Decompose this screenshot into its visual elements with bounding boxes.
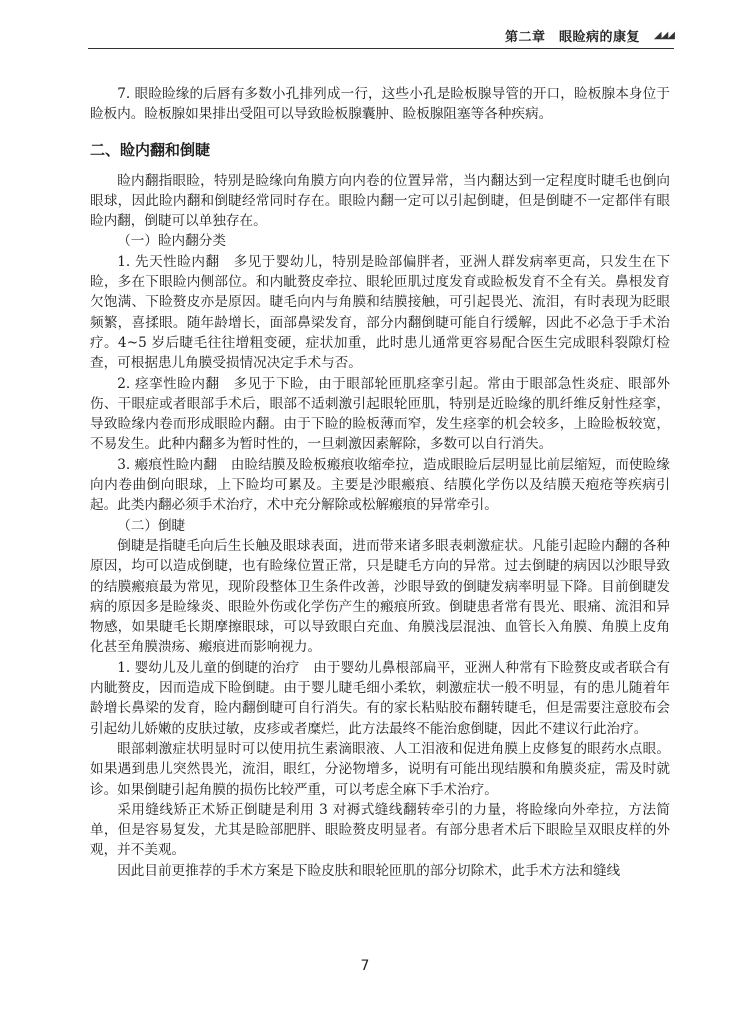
paragraph-suture-correction: 采用缝线矫正术矫正倒睫是利用 3 对褥式缝线翻转牵引的力量，将睑缘向外牵拉，方法简单，但是容易复发，尤其是睑部肥胖、眼睑赘皮明显者。有部分患者术后下眼睑呈双眼皮样的外观，并不美观。 xyxy=(90,801,670,859)
page-number: 7 xyxy=(360,958,370,974)
subsection-title-trichiasis: （二）倒睫 xyxy=(117,517,186,534)
page-header xyxy=(88,24,674,48)
paragraph-recommended-surgery: 因此目前更推荐的手术方案是下睑皮肤和眼轮匝肌的部分切除术，此手术方法和缝线 xyxy=(117,862,621,879)
section-intro: 睑内翻指眼睑，特别是睑缘向角膜方向内卷的位置异常，当内翻达到一定程度时睫毛也倒向眼球，因此睑内翻和倒睫经常同时存在。眼睑内翻一定可以引起倒睫，但是倒睫不一定都伴有眼睑内翻，倒睫可以单独存在。 xyxy=(90,172,670,230)
section-title: 二、睑内翻和倒睫 xyxy=(90,140,211,159)
paragraph-cicatricial-entropion: 3. 瘢痕性睑内翻 由睑结膜及睑板瘢痕收缩牵拉，造成眼睑后层明显比前层缩短，而使睑缘向内卷曲倒向眼球，上下睑均可累及。主要是沙眼瘢痕、结膜化学伤以及结膜天疱疮等疾病引起。此类内翻必须手术治疗，术中充分解除或松解瘢痕的异常牵引。 xyxy=(90,456,670,514)
paragraph-eye-drops: 眼部刺激症状明显时可以使用抗生素滴眼液、人工泪液和促进角膜上皮修复的眼药水点眼。如果遇到患儿突然畏光，流泪，眼红，分泌物增多，说明有可能出现结膜和角膜炎症，需及时就诊。如果倒睫引起角膜的损伤比较严重，可以考虑全麻下手术治疗。 xyxy=(90,740,670,798)
paragraph-eyelid-glands: 7. 眼睑睑缘的后唇有多数小孔排列成一行，这些小孔是睑板腺导管的开口，睑板腺本身位于睑板内。睑板腺如果排出受阻可以导致睑板腺囊肿、睑板腺阻塞等各种疾病。 xyxy=(90,86,670,123)
header-rule xyxy=(88,48,674,49)
page-body xyxy=(90,84,670,881)
paragraph-infant-treatment: 1. 婴幼儿及儿童的倒睫的治疗 由于婴幼儿鼻根部扁平，亚洲人种常有下睑赘皮或者联合有内眦赘皮，因而造成下睑倒睫。由于婴儿睫毛细小柔软，刺激症状一般不明显，有的患儿随着年龄增长鼻梁的发育，睑内翻倒睫可自行消失。有的家长粘贴胶布翻转睫毛，但是需要注意胶布会引起幼儿娇嫩的皮肤过敏，皮疹或者糜烂，此方法最终不能治愈倒睫，因此不建议行此治疗。 xyxy=(90,659,670,737)
triangle-decoration-icon: ◢◢◢ xyxy=(653,30,674,41)
paragraph-spastic-entropion: 2. 痉挛性睑内翻 多见于下睑，由于眼部轮匝肌痉挛引起。常由于眼部急性炎症、眼部外伤、干眼症或者眼部手术后，眼部不适刺激引起眼轮匝肌，特别是近睑缘的肌纤维反射性痉挛，导致睑缘内卷而形成眼睑内翻。由于下睑的睑板薄而窄，发生痉挛的机会较多，上睑睑板较宽，不易发生。此种内翻多为暂时性的，一旦刺激因素解除，多数可以自行消失。 xyxy=(90,375,670,453)
paragraph-trichiasis-definition: 倒睫是指睫毛向后生长触及眼球表面，进而带来诸多眼表刺激症状。凡能引起睑内翻的各种原因，均可以造成倒睫，也有睑缘位置正常，只是睫毛方向的异常。过去倒睫的病因以沙眼导致的结膜瘢痕最为常见，现阶段整体卫生条件改善，沙眼导致的倒睫发病率明显下降。目前倒睫发病的原因多是睑缘炎、眼睑外伤或化学伤产生的瘢痕所致。倒睫患者常有畏光、眼痛、流泪和异物感，如果睫毛长期摩擦眼球，可以导致眼白充血、角膜浅层混浊、血管长入角膜、角膜上皮角化甚至角膜溃疡、瘢痕进而影响视力。 xyxy=(90,537,670,656)
paragraph-congenital-entropion: 1. 先天性睑内翻 多见于婴幼儿，特别是睑部偏胖者，亚洲人群发病率更高，只发生在下睑，多在下眼睑内侧部位。和内眦赘皮牵拉、眼轮匝肌过度发育或睑板发育不全有关。鼻根发育欠饱满、下睑赘皮亦是原因。睫毛向内与角膜和结膜接触，可引起畏光、流泪，有时表现为眨眼频繁，喜揉眼。随年龄增长，面部鼻梁发育，部分内翻倒睫可能自行缓解，因此不必急于手术治疗。4~5 岁后睫毛往往增粗变硬，症状加重，此时患儿通常更容易配合医生完成眼科裂隙灯检查，可根据患儿角膜受损情况决定手术与否。 xyxy=(90,253,670,372)
chapter-title: 第二章 眼睑病的康复 xyxy=(504,30,640,45)
subsection-title-entropion-types: （一）睑内翻分类 xyxy=(117,233,226,250)
